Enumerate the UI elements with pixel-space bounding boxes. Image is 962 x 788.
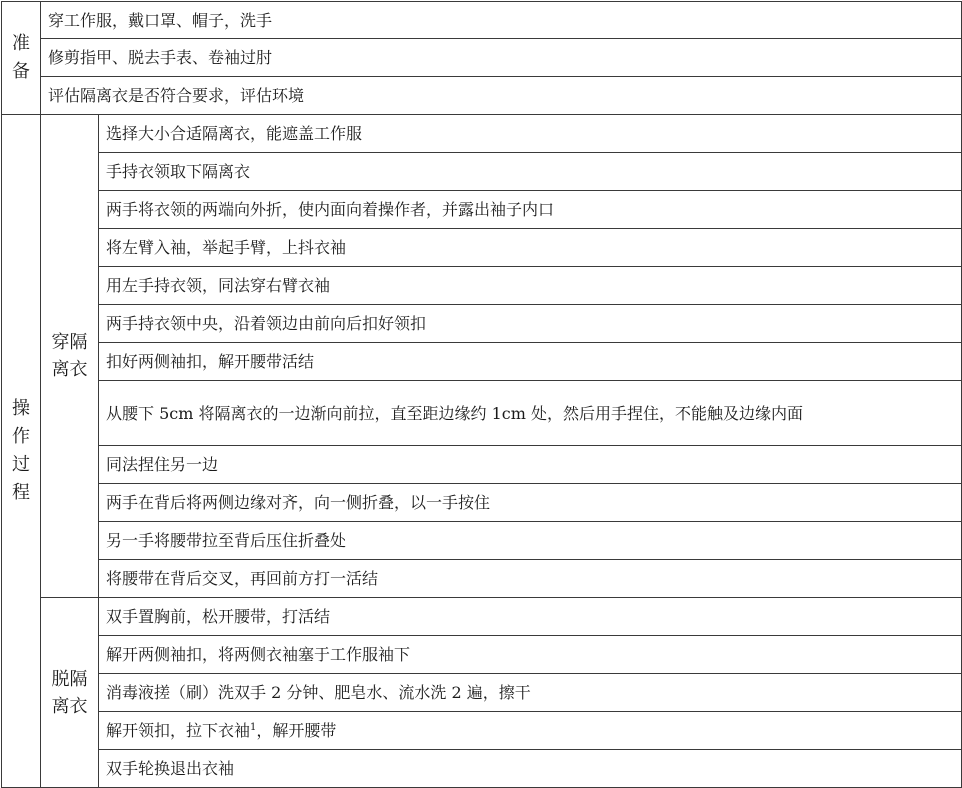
- table-row: [2, 39, 962, 77]
- table-row: [2, 484, 962, 522]
- don-step-10: 两手在背后将两侧边缘对齐，向一侧折叠，以一手按住: [99, 484, 962, 522]
- table-row: [2, 305, 962, 343]
- prep-step-1: 穿工作服，戴口罩、帽子，洗手: [41, 2, 962, 39]
- doff-step-5: 双手轮换退出衣袖: [99, 750, 962, 788]
- don-step-5: 用左手持衣领，同法穿右臂衣袖: [99, 267, 962, 305]
- prep-step-2: 修剪指甲、脱去手表、卷袖过肘: [41, 39, 962, 77]
- don-step-1: 选择大小合适隔离衣，能遮盖工作服: [99, 115, 962, 153]
- table-row: [2, 343, 962, 381]
- table-row: [2, 750, 962, 788]
- doff-step-1: 双手置胸前，松开腰带，打活结: [99, 598, 962, 636]
- subsection-label-doff: 脱隔离衣: [41, 598, 99, 788]
- table-row: [2, 2, 962, 39]
- table-row: [2, 115, 962, 153]
- don-step-7: 扣好两侧袖扣，解开腰带活结: [99, 343, 962, 381]
- don-step-2: 手持衣领取下隔离衣: [99, 153, 962, 191]
- doff-step-4: [99, 712, 962, 750]
- footnote-marker: 1: [250, 722, 257, 733]
- table-row: [2, 229, 962, 267]
- section-label-prep: 准备: [2, 2, 41, 115]
- doff-step-3: 消毒液搓（刷）洗双手 2 分钟、肥皂水、流水洗 2 遍，擦干: [99, 674, 962, 712]
- table-row: [2, 153, 962, 191]
- don-step-9: 同法捏住另一边: [99, 446, 962, 484]
- table-row: [2, 191, 962, 229]
- table-row: [2, 560, 962, 598]
- table-row: [2, 77, 962, 115]
- don-step-12: 将腰带在背后交叉，再回前方打一活结: [99, 560, 962, 598]
- section-label-procedure: 操作过程: [2, 115, 41, 788]
- don-step-11: 另一手将腰带拉至背后压住折叠处: [99, 522, 962, 560]
- table-row: [2, 381, 962, 446]
- don-step-4: 将左臂入袖，举起手臂，上抖衣袖: [99, 229, 962, 267]
- table-row: [2, 712, 962, 750]
- doff-step-4-tail: ，解开腰带: [256, 721, 337, 740]
- prep-step-3: 评估隔离衣是否符合要求，评估环境: [41, 77, 962, 115]
- isolation-gown-procedure-table: [1, 1, 962, 788]
- table-row: [2, 522, 962, 560]
- doff-step-4-text: 解开领扣，拉下衣袖: [106, 721, 251, 740]
- table-row: [2, 598, 962, 636]
- don-step-3: 两手将衣领的两端向外折，使内面向着操作者，并露出袖子内口: [99, 191, 962, 229]
- don-step-8: 从腰下 5cm 将隔离衣的一边渐向前拉，直至距边缘约 1cm 处，然后用手捏住，不能触及边缘内面: [99, 381, 962, 446]
- subsection-label-don: 穿隔离衣: [41, 115, 99, 598]
- table-row: [2, 267, 962, 305]
- don-step-6: 两手持衣领中央，沿着领边由前向后扣好领扣: [99, 305, 962, 343]
- table-row: [2, 636, 962, 674]
- table-row: [2, 446, 962, 484]
- doff-step-2: 解开两侧袖扣，将两侧衣袖塞于工作服袖下: [99, 636, 962, 674]
- table-row: [2, 674, 962, 712]
